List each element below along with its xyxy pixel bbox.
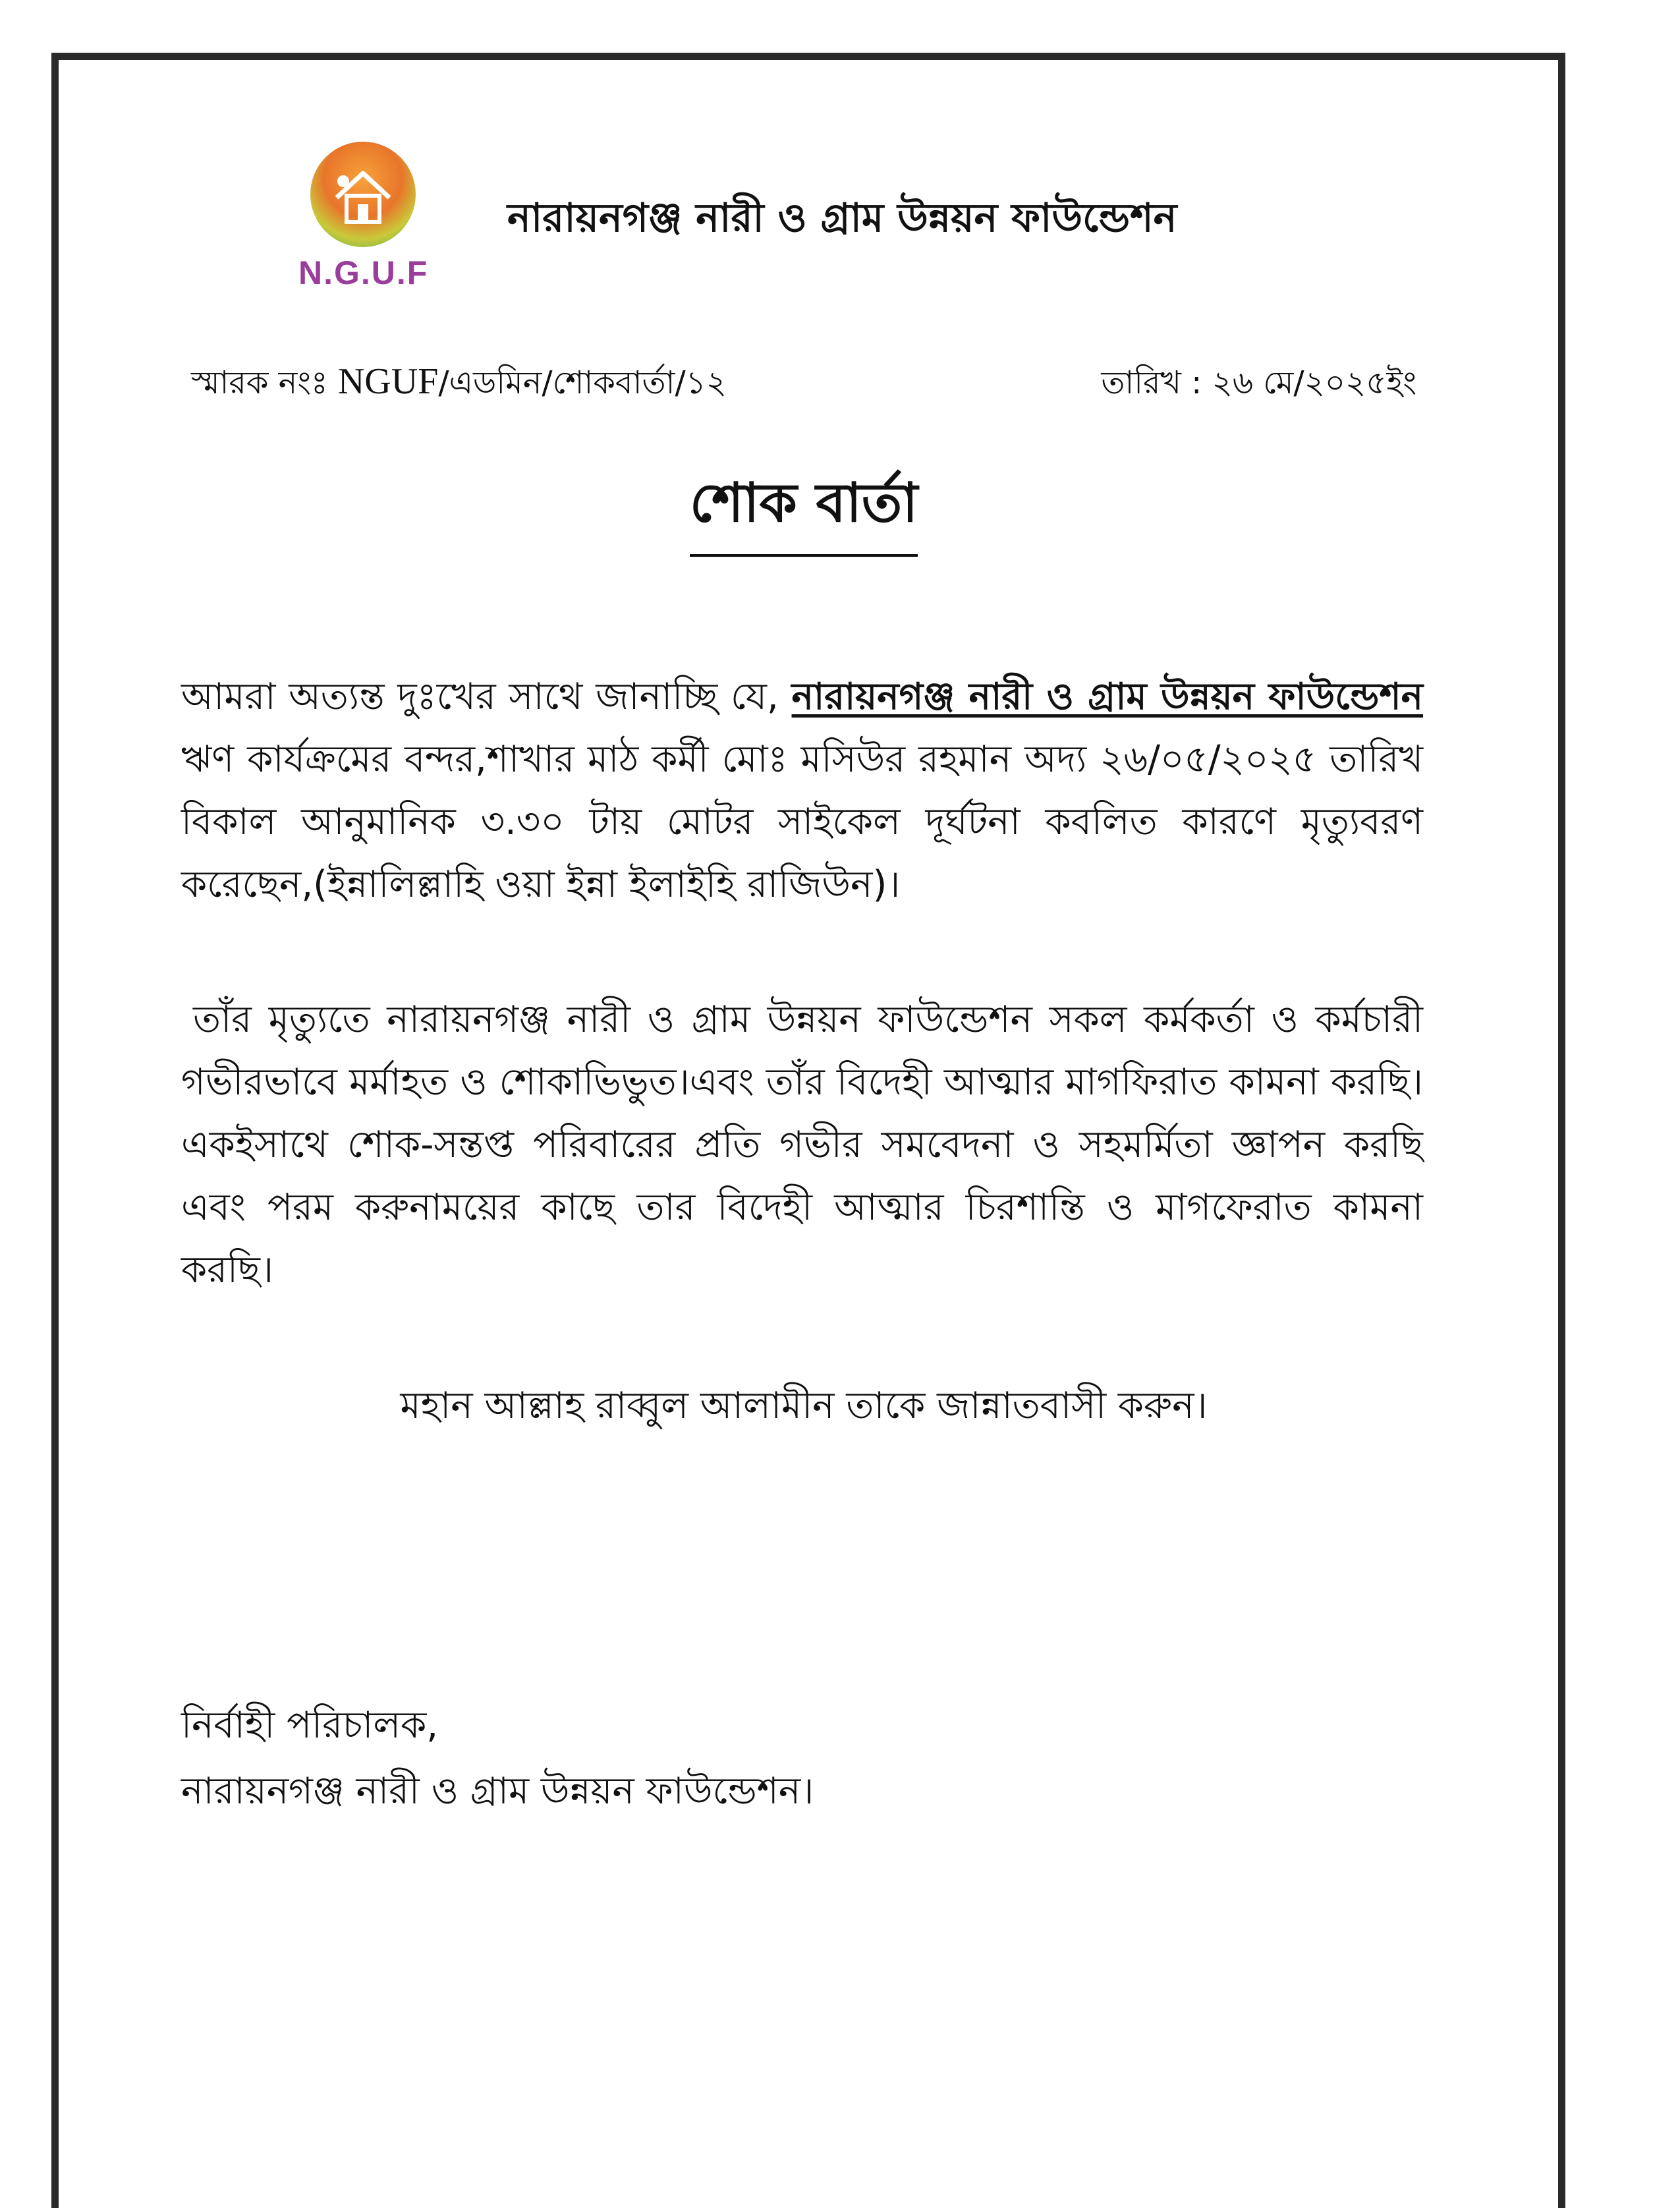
document-title <box>0 461 1608 557</box>
p1-intro: আমরা অত্যন্ত দুঃখের সাথে জানাচ্ছি যে, <box>181 675 792 718</box>
organization-name: নারায়নগঞ্জ নারী ও গ্রাম উন্নয়ন ফাউন্ডেশন <box>507 195 1177 241</box>
title-text: শোক বার্তা <box>690 461 918 557</box>
logo-emblem-icon <box>310 142 416 247</box>
memo-ref-rest: /এডমিন/শোকবার্তা/১২ <box>438 364 727 401</box>
house-icon <box>310 142 416 247</box>
prayer-line: মহান আল্লাহ রাব্বুল আলামীন তাকে জান্নাতবাসী করুন। <box>400 1384 1208 1427</box>
paragraph-condolence: তাঁর মৃত্যুতে নারায়নগঞ্জ নারী ও গ্রাম উন্নয়ন ফাউন্ডেশন সকল কর্মকর্তা ও কর্মচারী গভীরভাবে মর্মাহত ও শোকাভিভুত।এবং তাঁর বিদেহী আত্মার মাগফিরাত কামনা করছি। একইসাথে শোক-সন্তপ্ত পরিবারের প্রতি গভীর সমবেদনা ও সহমর্মিতা জ্ঞাপন করছি এবং পরম করুনাময়ের কাছে তার বিদেহী আত্মার চিরশান্তি ও মাগফেরাত কামনা করছি। <box>181 998 1423 1291</box>
p1-org-name: নারায়নগঞ্জ নারী ও গ্রাম উন্নয়ন ফাউন্ডেশন <box>791 675 1423 718</box>
ngiuf-logo <box>293 142 451 300</box>
logo-text: N.G.U.F <box>298 254 429 291</box>
signatory-title: নির্বাহী পরিচালক, <box>181 1704 439 1747</box>
memo-ref: NGUF <box>337 361 439 402</box>
p1-details: ঋণ কার্যক্রমের বন্দর,শাখার মাঠ কর্মী মোঃ মসিউর রহমান অদ্য ২৬/০৫/২০২৫ তারিখ বিকাল আনুমানিক ৩.৩০ টায় মোটর সাইকেল দূর্ঘটনা কবলিত কারণে মৃত্যুবরণ করেছেন,(ইন্নালিল্লাহি ওয়া ইন্না ইলাইহি রাজিউন)। <box>181 738 1423 906</box>
paragraph-announcement <box>181 665 1423 916</box>
memo-number <box>191 359 727 411</box>
document-date: তারিখ : ২৬ মে/২০২৫ইং <box>1101 364 1416 401</box>
memo-label: স্মারক নংঃ <box>191 364 328 401</box>
signatory-organization: নারায়নগঞ্জ নারী ও গ্রাম উন্নয়ন ফাউন্ডেশন। <box>181 1770 814 1813</box>
